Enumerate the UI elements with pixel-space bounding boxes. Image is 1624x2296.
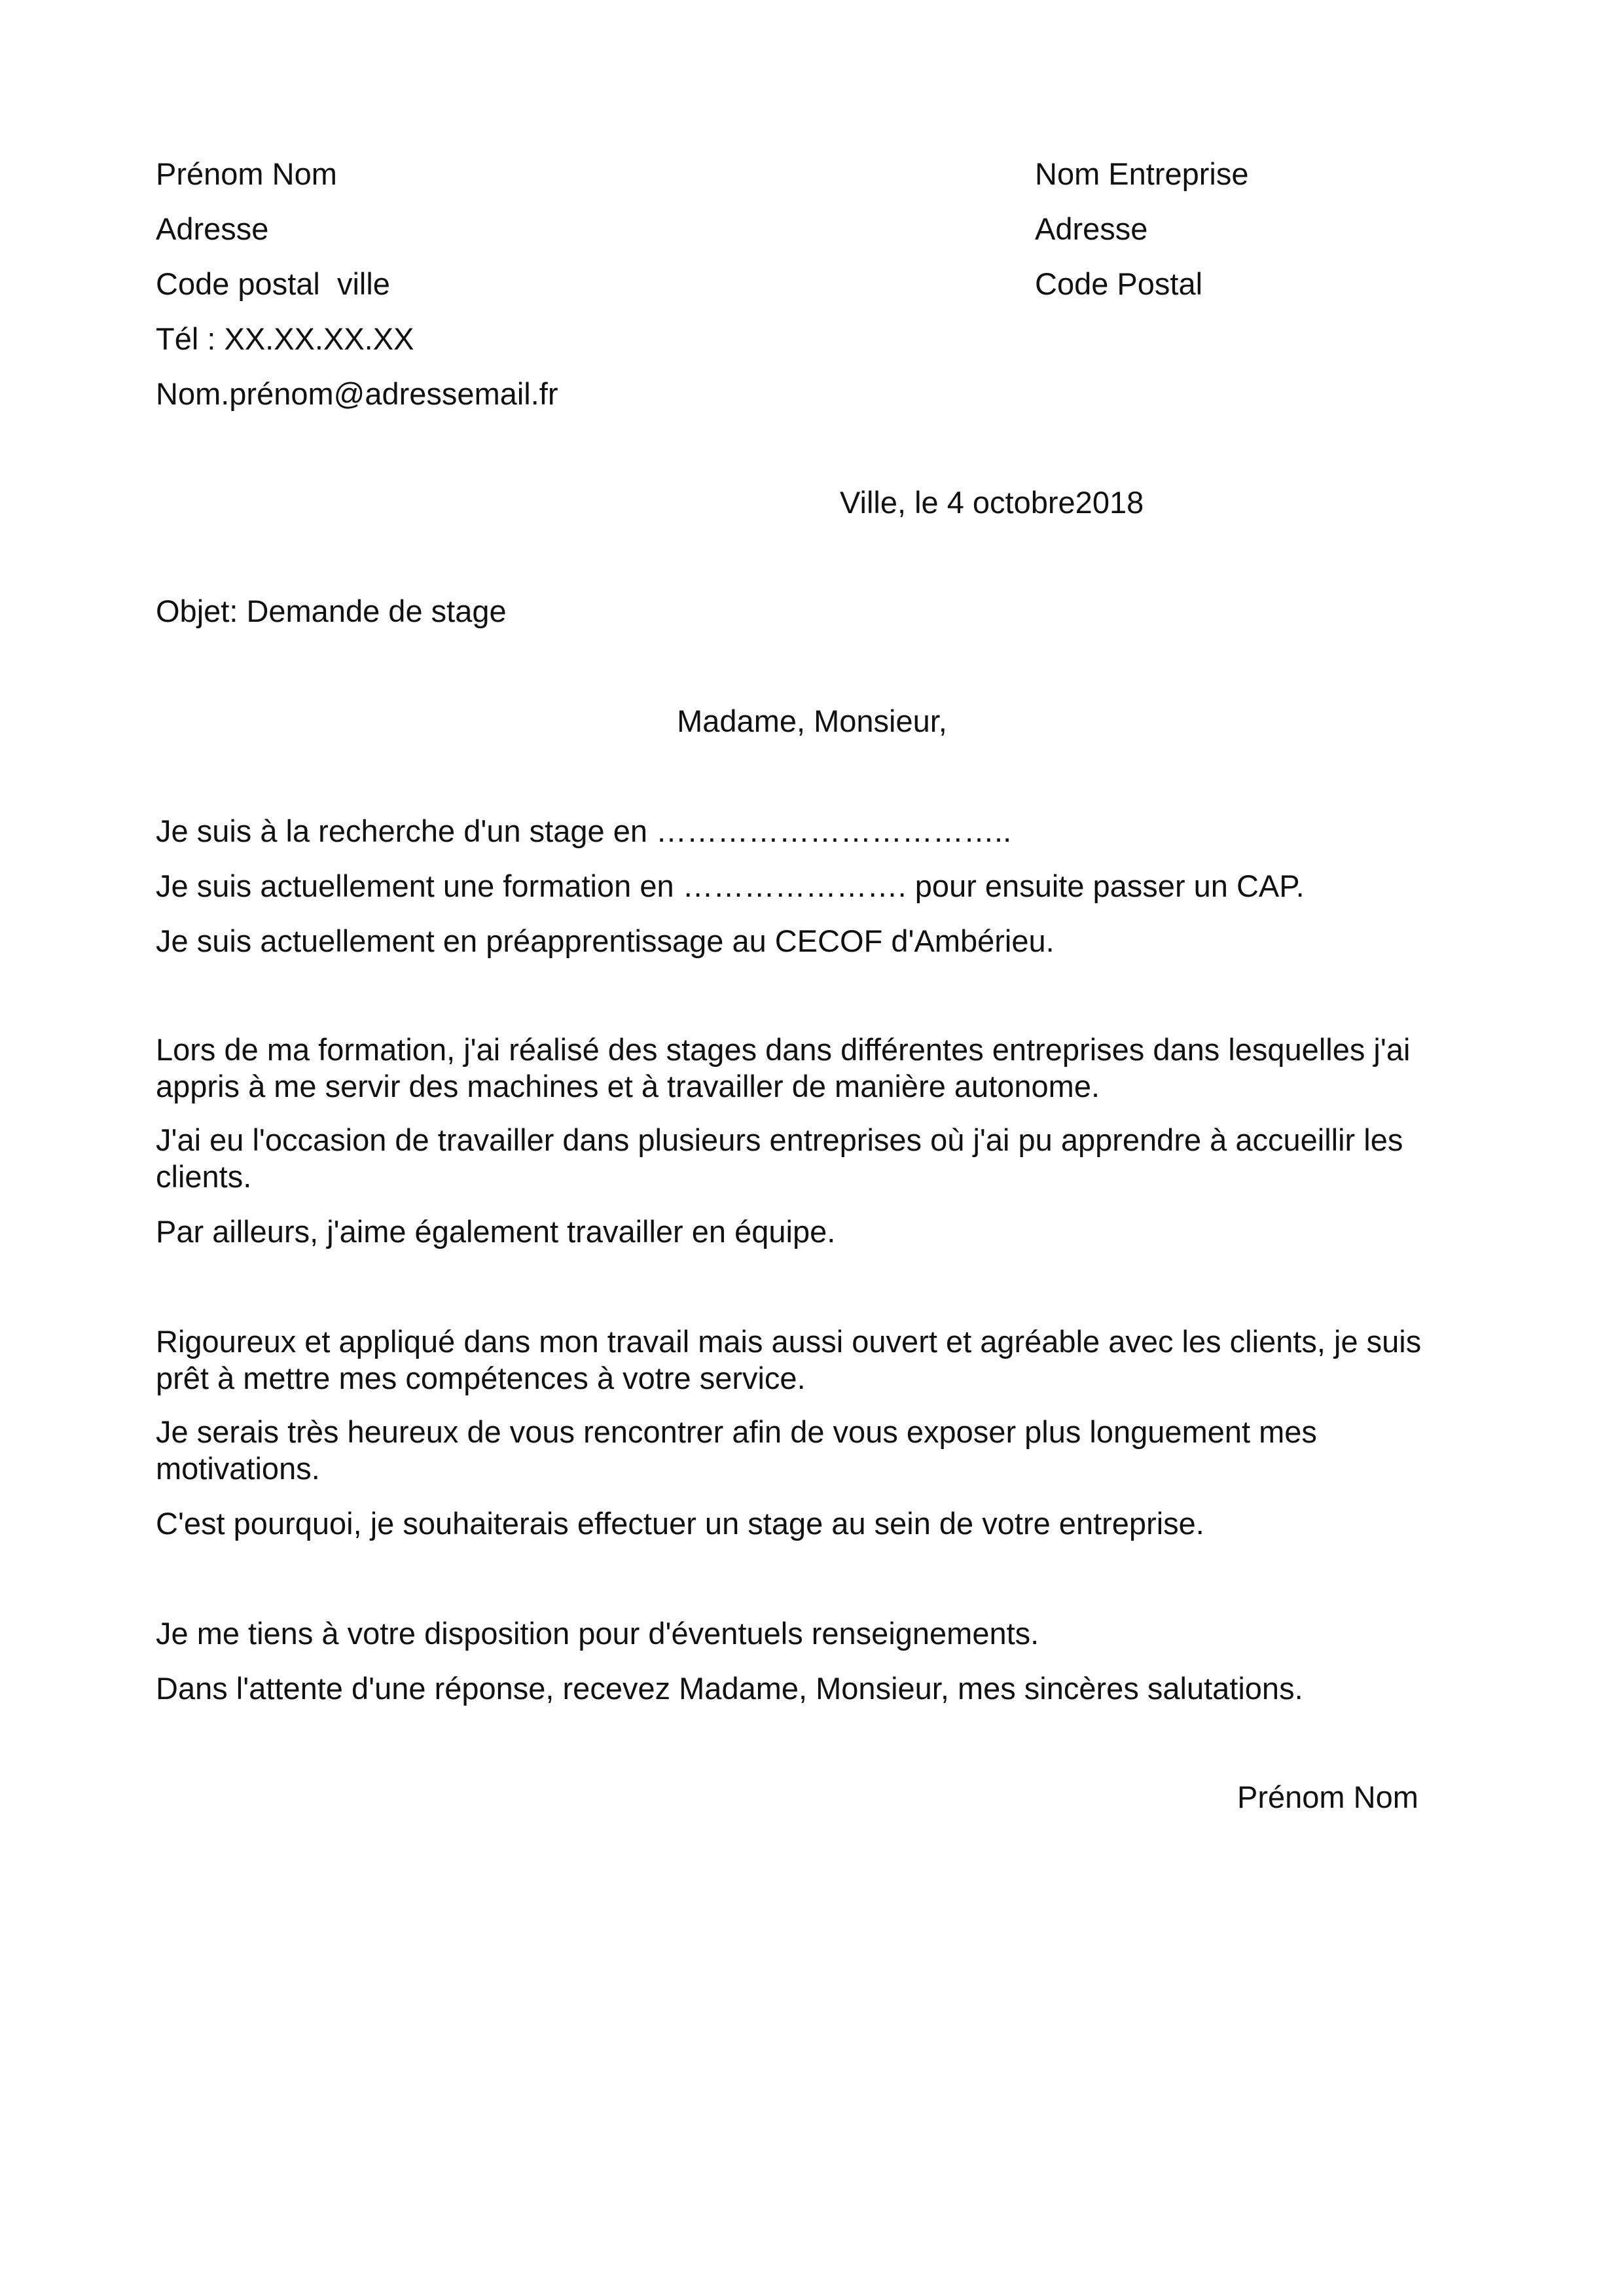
body-paragraph-7: Rigoureux et appliqué dans mon travail mais aussi ouvert et agréable avec les clients, je suis prêt à mettre mes compétences à votre service.: [156, 1324, 1422, 1395]
sender-email: Nom.prénom@adressemail.fr: [156, 376, 558, 411]
body-paragraph-11: Dans l'attente d'une réponse, recevez Madame, Monsieur, mes sincères salutations.: [156, 1671, 1303, 1706]
recipient-company: Nom Entreprise: [1035, 156, 1249, 191]
sender-postal-city: Code postal ville: [156, 266, 390, 301]
sender-address: Adresse: [156, 211, 269, 246]
body-paragraph-2: Je suis actuellement une formation en …………………. pour ensuite passer un CAP.: [156, 869, 1305, 903]
salutation: Madame, Monsieur,: [677, 704, 947, 738]
sender-name: Prénom Nom: [156, 156, 337, 191]
body-paragraph-3: Je suis actuellement en préapprentissage au CECOF d'Ambérieu.: [156, 924, 1055, 958]
body-paragraph-1: Je suis à la recherche d'un stage en ……………………………..: [156, 814, 1012, 848]
date-line: Ville, le 4 octobre2018: [840, 485, 1144, 520]
body-paragraph-10: Je me tiens à votre disposition pour d'éventuels renseignements.: [156, 1616, 1039, 1651]
body-paragraph-8: Je serais très heureux de vous rencontrer afin de vous exposer plus longuement mes motivations.: [156, 1414, 1317, 1486]
sender-phone: Tél : XX.XX.XX.XX: [156, 321, 414, 356]
body-paragraph-6: Par ailleurs, j'aime également travailler en équipe.: [156, 1214, 836, 1249]
signature: Prénom Nom: [1237, 1780, 1418, 1814]
recipient-address: Adresse: [1035, 211, 1148, 246]
body-paragraph-4: Lors de ma formation, j'ai réalisé des stages dans différentes entreprises dans lesquelles j'ai appris à me servir des machines et à travailler de manière autonome.: [156, 1032, 1411, 1103]
subject-line: Objet: Demande de stage: [156, 594, 507, 628]
body-paragraph-9: C'est pourquoi, je souhaiterais effectuer un stage au sein de votre entreprise.: [156, 1506, 1204, 1541]
body-paragraph-5: J'ai eu l'occasion de travailler dans plusieurs entreprises où j'ai pu apprendre à accueillir les clients.: [156, 1122, 1403, 1194]
recipient-postal: Code Postal: [1035, 266, 1203, 301]
